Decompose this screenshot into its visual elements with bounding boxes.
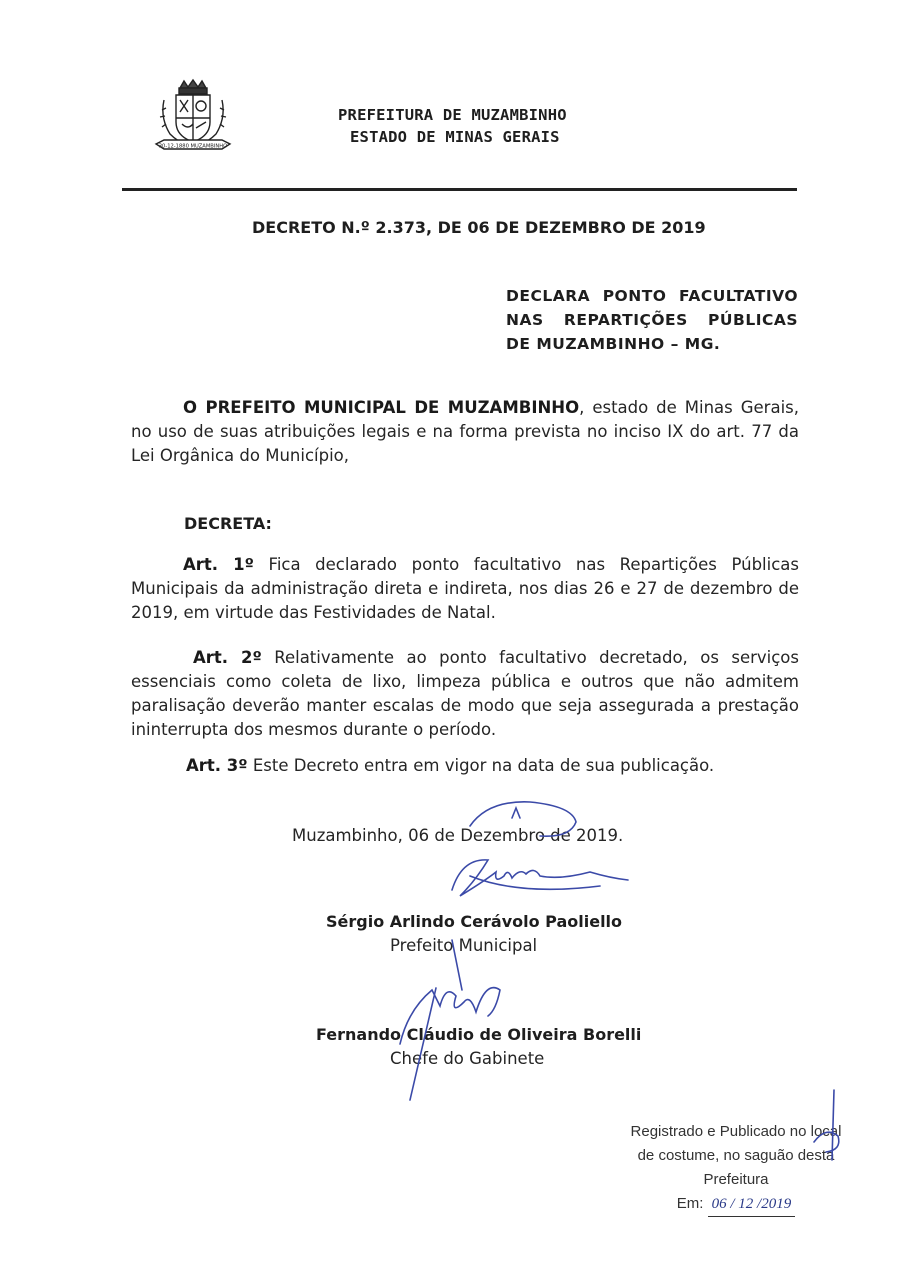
stamp-line-3: Prefeitura: [703, 1171, 769, 1188]
place-and-date: Muzambinho, 06 de Dezembro de 2019.: [292, 826, 624, 845]
article-3-label: Art. 3º: [186, 756, 248, 775]
signatory-1-role: Prefeito Municipal: [390, 936, 538, 955]
decree-title: DECRETO N.º 2.373, DE 06 DE DEZEMBRO DE 2019: [252, 218, 706, 237]
decreta-heading: DECRETA:: [184, 514, 272, 533]
header-state: ESTADO DE MINAS GERAIS: [350, 128, 560, 146]
coat-of-arms-icon: [152, 78, 234, 156]
article-3-text: Este Decreto entra em vigor na data de sua publicação.: [247, 756, 715, 775]
article-2: [131, 646, 799, 742]
article-2-text: Relativamente ao ponto facultativo decretado, os serviços essenciais como coleta de lixo, limpeza pública e outros que não admitem paralisação deverão manter escalas de modo que seja assegurada a prestação ininterrupta dos mesmos durante o período.: [131, 648, 800, 739]
decree-summary: DECLARA PONTO FACULTATIVO NAS REPARTIÇÕES PÚBLICAS DE MUZAMBINHO – MG.: [506, 287, 798, 353]
preamble-paragraph: [131, 396, 799, 468]
article-2-label: Art. 2º: [193, 648, 262, 667]
stamp-date-row: [600, 1192, 872, 1217]
stamp-line-2: de costume, no saguão desta: [637, 1147, 835, 1164]
article-3: [186, 756, 714, 775]
article-1-text: Fica declarado ponto facultativo nas Repartições Públicas Municipais da administração direta e indireta, nos dias 26 e 27 de dezembro de 2019, em virtude das Festividades de Natal.: [131, 555, 799, 622]
publication-stamp: [600, 1120, 872, 1217]
preamble-text: , estado de Minas Gerais, no uso de suas atribuições legais e na forma prevista no inciso IX do art. 77 da Lei Orgânica do Município,: [131, 398, 799, 465]
preamble-authority: O PREFEITO MUNICIPAL DE MUZAMBINHO: [183, 398, 580, 417]
signatory-1-name: Sérgio Arlindo Cerávolo Paoliello: [326, 912, 623, 931]
stamp-line-1: Registrado e Publicado no local: [630, 1123, 842, 1140]
stamp-date-value: 06 / 12 /2019: [708, 1192, 796, 1217]
header-municipality: PREFEITURA DE MUZAMBINHO: [338, 106, 567, 124]
stamp-date-prefix: Em:: [676, 1195, 704, 1212]
signature-1-icon: [452, 860, 628, 896]
article-1: [131, 553, 799, 625]
article-1-label: Art. 1º: [183, 555, 254, 574]
signatory-2-role: Chefe do Gabinete: [390, 1049, 545, 1068]
signatory-2-name: Fernando Cláudio de Oliveira Borelli: [316, 1025, 642, 1044]
header-divider: [122, 188, 797, 191]
svg-text:30-12-1880 MUZAMBINHO: 30-12-1880 MUZAMBINHO: [158, 143, 228, 150]
initials-mark: [512, 808, 520, 818]
